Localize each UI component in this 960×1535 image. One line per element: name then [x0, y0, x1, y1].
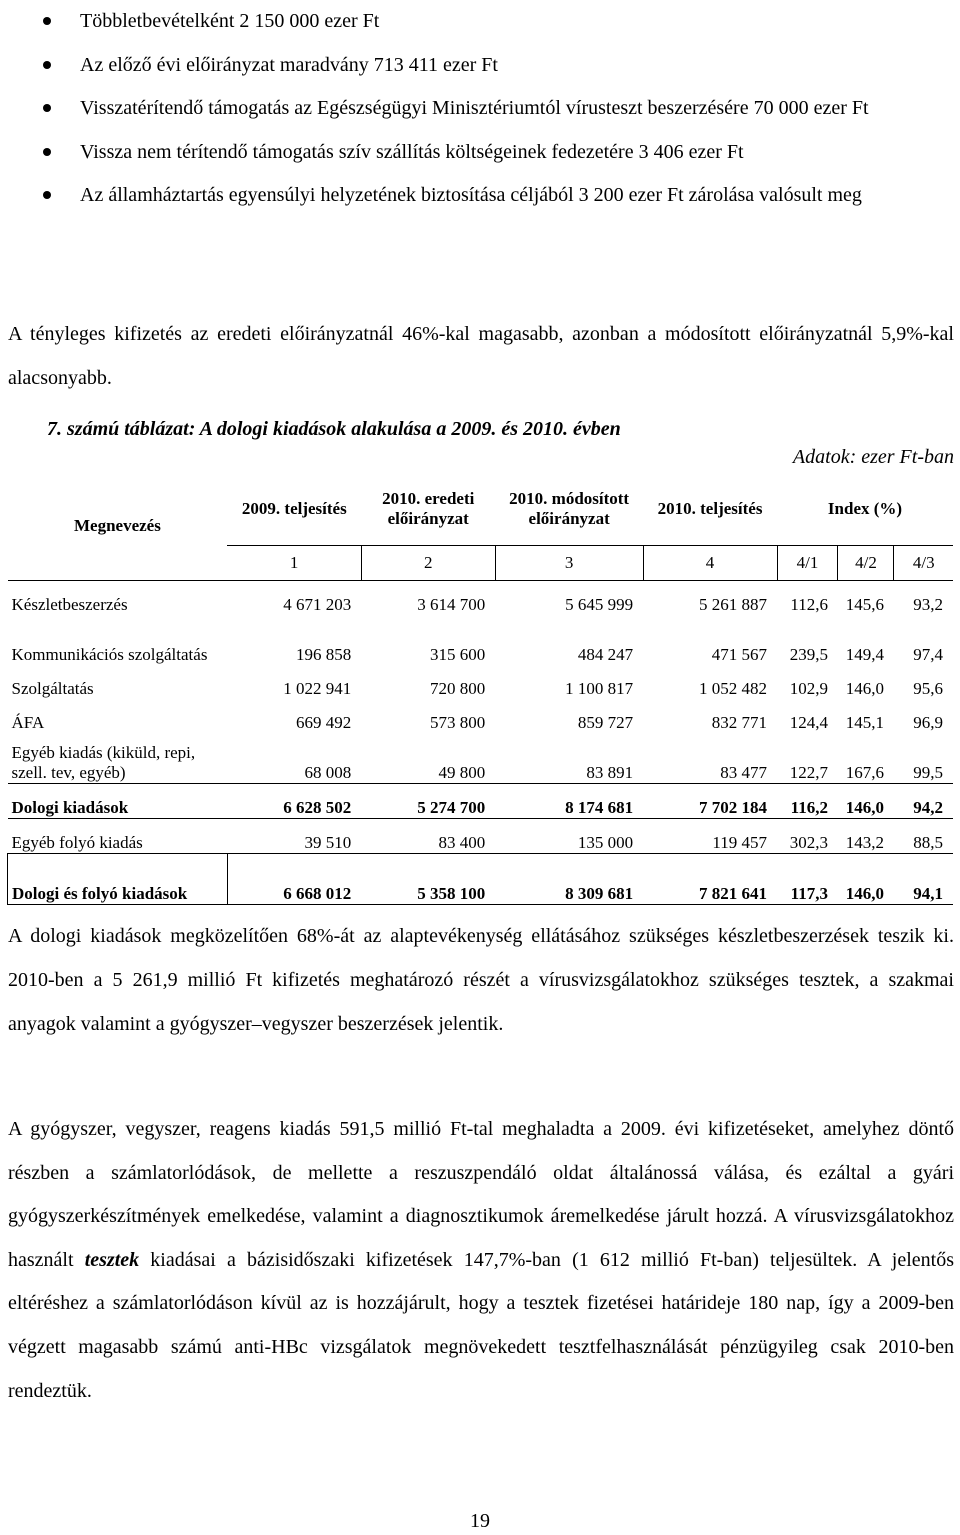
cell-index: 95,6 [913, 678, 943, 698]
cell-index: 94,2 [894, 783, 953, 818]
cell-value: 83 891 [495, 733, 643, 784]
cell-value: 83 477 [643, 733, 777, 784]
cell-value: 859 727 [577, 712, 634, 732]
index-label: 2 [361, 545, 495, 580]
cell-index: 143,2 [838, 818, 894, 853]
row-name: Kommunikációs szolgáltatás [11, 644, 208, 664]
cell-value: 7 821 641 [643, 853, 777, 904]
table-row [8, 699, 954, 733]
row-name: Szolgáltatás [11, 678, 94, 698]
cell-index: 145,1 [845, 712, 884, 732]
cell-index: 96,9 [913, 712, 943, 732]
cell-value: 8 309 681 [495, 853, 643, 904]
paragraph-payment-summary: A tényleges kifizetés az eredeti előirányzatnál 46%-kal magasabb, azonban a módosított előirányzatnál 5,9%-kal alacsonyabb. [8, 323, 954, 389]
paragraph-text: kiadásai a bázisidőszaki kifizetések 147,7%-ban (1 612 millió Ft-ban) teljesültek. A jelentős eltéréshez a számlatorlódáson kívül az is hozzájárult, hogy a tesztek fizetései határideje 180 nap, így a 2009-ben végzett magasabb számú anti-HBc vizsgálatok megnövekedett tesztfelhasználását pénzügyileg csak 2010-ben rendeztük. [8, 1248, 955, 1402]
cell-index: 146,0 [838, 783, 894, 818]
cell-value: 119 457 [643, 818, 777, 853]
paragraph-text: A gyógyszer, vegyszer, reagens kiadás 591,5 millió Ft-tal meghaladta a 2009. évi kifizetéseket, amelyhez döntő részben a számlatorlódások, de mellette a reszuszpendáló oldat általánossá válása, és ezáltal a gyári gyógyszerkészítmények emelkedése, valamint a diagnosztikumok áremelkedése járult hozzá. A vírusvizsgálatokhoz használt [8, 1118, 954, 1271]
cell-index: 239,5 [789, 644, 828, 664]
cell-value: 832 771 [711, 712, 767, 732]
table-row [8, 733, 954, 784]
row-name: Egyéb kiadás (kiküld, repi, szell. tev, egyéb) [8, 733, 228, 784]
funding-bullet-list [0, 0, 960, 218]
table-row-total [8, 853, 954, 904]
cell-index: 94,1 [894, 853, 953, 904]
cell-value: 5 261 887 [643, 580, 777, 615]
row-name: Egyéb folyó kiadás [8, 818, 228, 853]
header-index: Index (%) [827, 498, 903, 518]
cell-value: 484 247 [577, 644, 634, 664]
cell-value: 83 400 [361, 818, 495, 853]
row-name: Dologi és folyó kiadások [8, 853, 228, 904]
cell-value: 1 100 817 [565, 678, 634, 698]
cell-value: 1 052 482 [699, 678, 767, 698]
cell-index: 145,6 [838, 580, 894, 615]
header-2009-actual: 2009. teljesítés [241, 498, 347, 518]
index-label: 1 [227, 545, 361, 580]
cell-value: 573 800 [429, 712, 486, 732]
cell-index: 167,6 [838, 733, 894, 784]
row-name: ÁFA [11, 712, 45, 732]
cell-value: 68 008 [227, 733, 361, 784]
paragraph-reagent-expenses [8, 1108, 954, 1413]
header-2010-actual: 2010. teljesítés [657, 498, 763, 518]
cell-index: 102,9 [789, 678, 828, 698]
cell-index: 93,2 [894, 580, 953, 615]
cell-index: 97,4 [913, 644, 943, 664]
expenses-table [7, 473, 953, 905]
cell-value: 669 492 [296, 712, 352, 732]
cell-value: 471 567 [711, 644, 767, 664]
cell-index: 122,7 [777, 733, 838, 784]
header-2010-original: 2010. eredeti előirányzat [382, 488, 475, 528]
table-row [8, 665, 954, 699]
cell-index: 146,0 [838, 853, 894, 904]
index-label: 3 [495, 545, 643, 580]
table-row [8, 580, 954, 615]
bullet-item: Vissza nem térítendő támogatás szív szállítás költségeinek fedezetére 3 406 ezer Ft [0, 131, 960, 175]
bullet-item: Az államháztartás egyensúlyi helyzetének biztosítása céljából 3 200 ezer Ft zárolása valósult meg [0, 174, 960, 218]
cell-index: 88,5 [894, 818, 953, 853]
cell-value: 6 668 012 [227, 853, 361, 904]
cell-value: 720 800 [429, 678, 486, 698]
cell-index: 99,5 [894, 733, 953, 784]
index-label: 4/2 [838, 545, 894, 580]
table-units: Adatok: ezer Ft-ban [792, 446, 954, 468]
cell-value: 1 022 941 [283, 678, 352, 698]
paragraph-expense-share: A dologi kiadások megközelítően 68%-át az alaptevékenység ellátásához szükséges készletbeszerzések teszik ki. 2010-ben a 5 261,9 millió Ft kifizetés meghatározó részét a vírusvizsgálatokhoz szükséges tesztek, a szakmai anyagok valamint a gyógyszer–vegyszer beszerzések jelentik. [8, 925, 954, 1035]
header-name: Megnevezés [74, 516, 161, 536]
cell-value: 196 858 [296, 644, 352, 664]
index-label: 4/1 [777, 545, 838, 580]
cell-value: 5 645 999 [495, 580, 643, 615]
cell-index: 146,0 [845, 678, 884, 698]
cell-value: 6 628 502 [227, 783, 361, 818]
table-row-subtotal [8, 783, 954, 818]
table-caption: 7. számú táblázat: A dologi kiadások alakulása a 2009. és 2010. évben [47, 418, 621, 440]
cell-value: 39 510 [227, 818, 361, 853]
index-label: 4 [643, 545, 777, 580]
bullet-item: Visszatérítendő támogatás az Egészségügyi Minisztériumtól vírusteszt beszerzésére 70 000 ezer Ft [0, 87, 960, 131]
row-name: Dologi kiadások [8, 783, 228, 818]
index-label: 4/3 [894, 545, 953, 580]
cell-index: 124,4 [789, 712, 828, 732]
cell-value: 8 174 681 [495, 783, 643, 818]
row-name: Készletbeszerzés [8, 580, 228, 615]
cell-value: 49 800 [361, 733, 495, 784]
cell-value: 5 358 100 [361, 853, 495, 904]
table-row [8, 818, 954, 853]
page-number: 19 [470, 1510, 490, 1532]
emphasized-word: tesztek [84, 1248, 140, 1271]
table-row [8, 615, 954, 665]
cell-value: 5 274 700 [361, 783, 495, 818]
cell-index: 117,3 [777, 853, 838, 904]
cell-value: 7 702 184 [643, 783, 777, 818]
cell-index: 116,2 [777, 783, 838, 818]
bullet-item: Az előző évi előirányzat maradvány 713 411 ezer Ft [0, 44, 960, 88]
cell-index: 112,6 [777, 580, 838, 615]
bullet-item: Többletbevételként 2 150 000 ezer Ft [0, 0, 960, 44]
cell-value: 4 671 203 [227, 580, 361, 615]
header-2010-modified: 2010. módosított előirányzat [509, 488, 630, 528]
cell-index: 149,4 [845, 644, 884, 664]
cell-value: 315 600 [429, 644, 486, 664]
cell-value: 3 614 700 [361, 580, 495, 615]
cell-index: 302,3 [777, 818, 838, 853]
cell-value: 135 000 [495, 818, 643, 853]
